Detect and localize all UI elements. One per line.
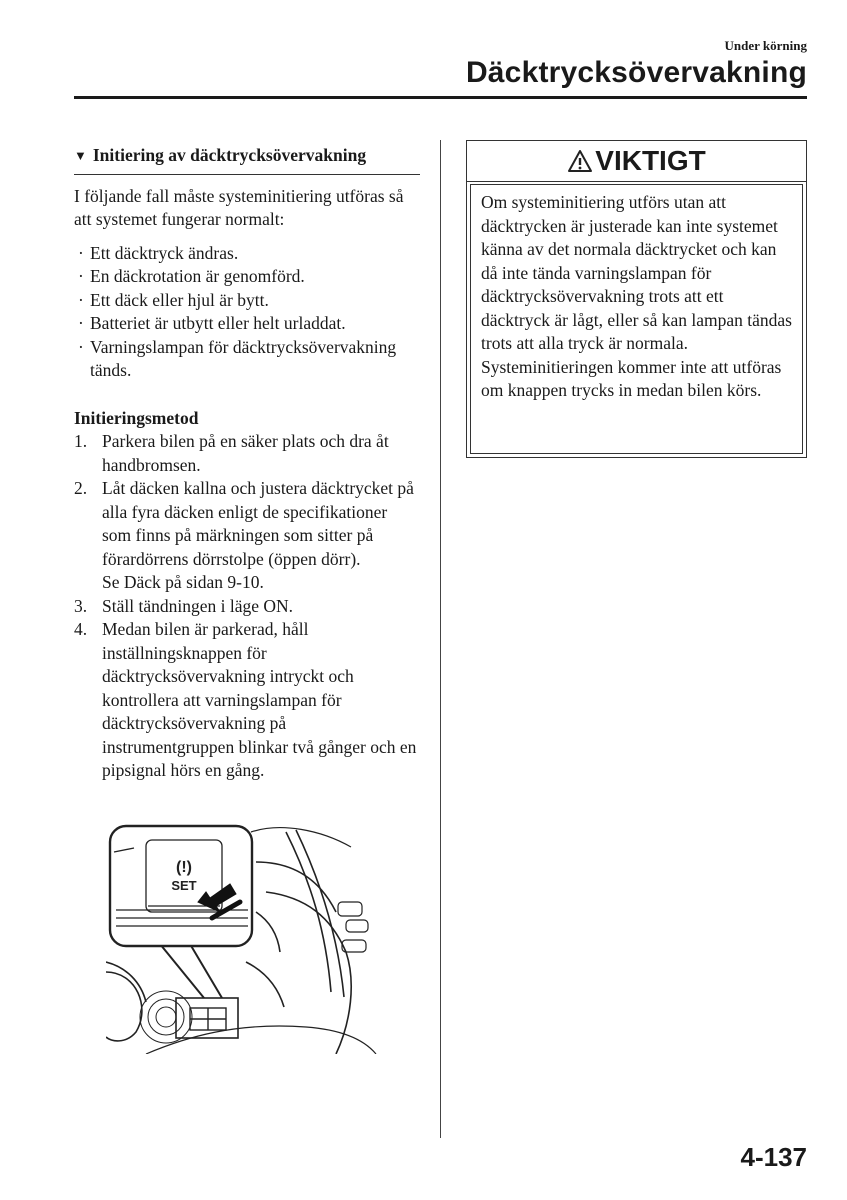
header-section-label: Under körning: [724, 38, 807, 53]
set-button-label: SET: [171, 878, 197, 893]
method-steps: [74, 430, 420, 783]
warning-inner-frame: [470, 184, 803, 454]
list-item-text: En däckrotation är genomförd.: [90, 266, 305, 286]
section-heading: [74, 144, 420, 168]
set-button-symbol: (!): [176, 859, 192, 876]
list-item-text: Ett däcktryck ändras.: [90, 242, 239, 263]
list-item-text: Varningslampan för däcktrycksövervakning tänds.: [90, 336, 397, 380]
condition-list: [74, 242, 420, 383]
warning-box: [466, 140, 807, 458]
list-item: [74, 289, 420, 313]
bullet-marker: ·: [78, 289, 84, 310]
page-title: Däcktrycksövervakning: [465, 56, 807, 89]
step-text: Ställ tändningen i läge ON.: [102, 595, 294, 616]
step-reference: Se Däck på sidan 9-10.: [102, 572, 264, 592]
step-item: [74, 595, 420, 619]
column-divider: [440, 140, 441, 1138]
bullet-marker: ·: [78, 313, 84, 333]
step-item: [74, 618, 420, 783]
step-number: 4.: [74, 619, 88, 639]
list-item-text: Ett däck eller hjul är bytt.: [90, 289, 269, 310]
intro-paragraph: I följande fall måste systeminitiering utföras så att systemet fungerar normalt:: [74, 185, 404, 229]
list-item: [74, 242, 420, 266]
step-text: Medan bilen är parkerad, håll inställningsknappen för däcktrycksövervakning intryckt och kontrollera att varningslampan för däcktrycksövervakning på instrumentgruppen blinkar två gånger och en pipsignal hörs en gång.: [102, 619, 417, 780]
bullet-marker: ·: [78, 242, 84, 263]
header-rule: [74, 96, 807, 99]
bullet-marker: ·: [78, 266, 84, 286]
list-item: [74, 312, 420, 336]
warning-triangle-icon: [567, 149, 593, 173]
method-heading: Initieringsmetod: [74, 407, 199, 428]
step-text: Låt däcken kallna och justera däcktrycket på alla fyra däcken enligt de specifikationer som finns på märkningen som sitter på förardörrens dörrstolpe (öppen dörr).: [102, 478, 414, 569]
warning-text: Om systeminitiering utförs utan att däcktrycken är justerade kan inte systemet känna av det normala däcktrycket och kan då inte tända varningslampan för däcktrycksövervakning trots att ett däcktryck är lågt, eller så kan lampan tändas trots att alla tryck är normala. Systeminitieringen kommer inte att utföras om knappen trycks in medan bilen körs.: [481, 192, 792, 400]
section-heading-rule: [74, 174, 420, 175]
warning-title: VIKTIGT: [595, 145, 706, 176]
set-button-illustration: [106, 822, 412, 1054]
bullet-marker: ·: [78, 336, 84, 357]
section-heading-text: Initiering av däcktrycksövervakning: [92, 145, 367, 165]
page-number: 4-137: [740, 1142, 807, 1172]
step-text: Parkera bilen på en säker plats och dra åt handbromsen.: [102, 431, 389, 475]
step-item: [74, 477, 420, 595]
list-item: [74, 265, 420, 289]
list-item: [74, 336, 420, 383]
step-number: 3.: [74, 595, 88, 616]
left-column: [74, 144, 420, 783]
list-item-text: Batteriet är utbytt eller helt urladdat.: [90, 313, 346, 333]
step-number: 1.: [74, 431, 88, 451]
step-item: [74, 430, 420, 477]
warning-header: [467, 141, 806, 182]
triangle-down-icon: ▼: [74, 148, 87, 163]
step-number: 2.: [74, 478, 88, 498]
